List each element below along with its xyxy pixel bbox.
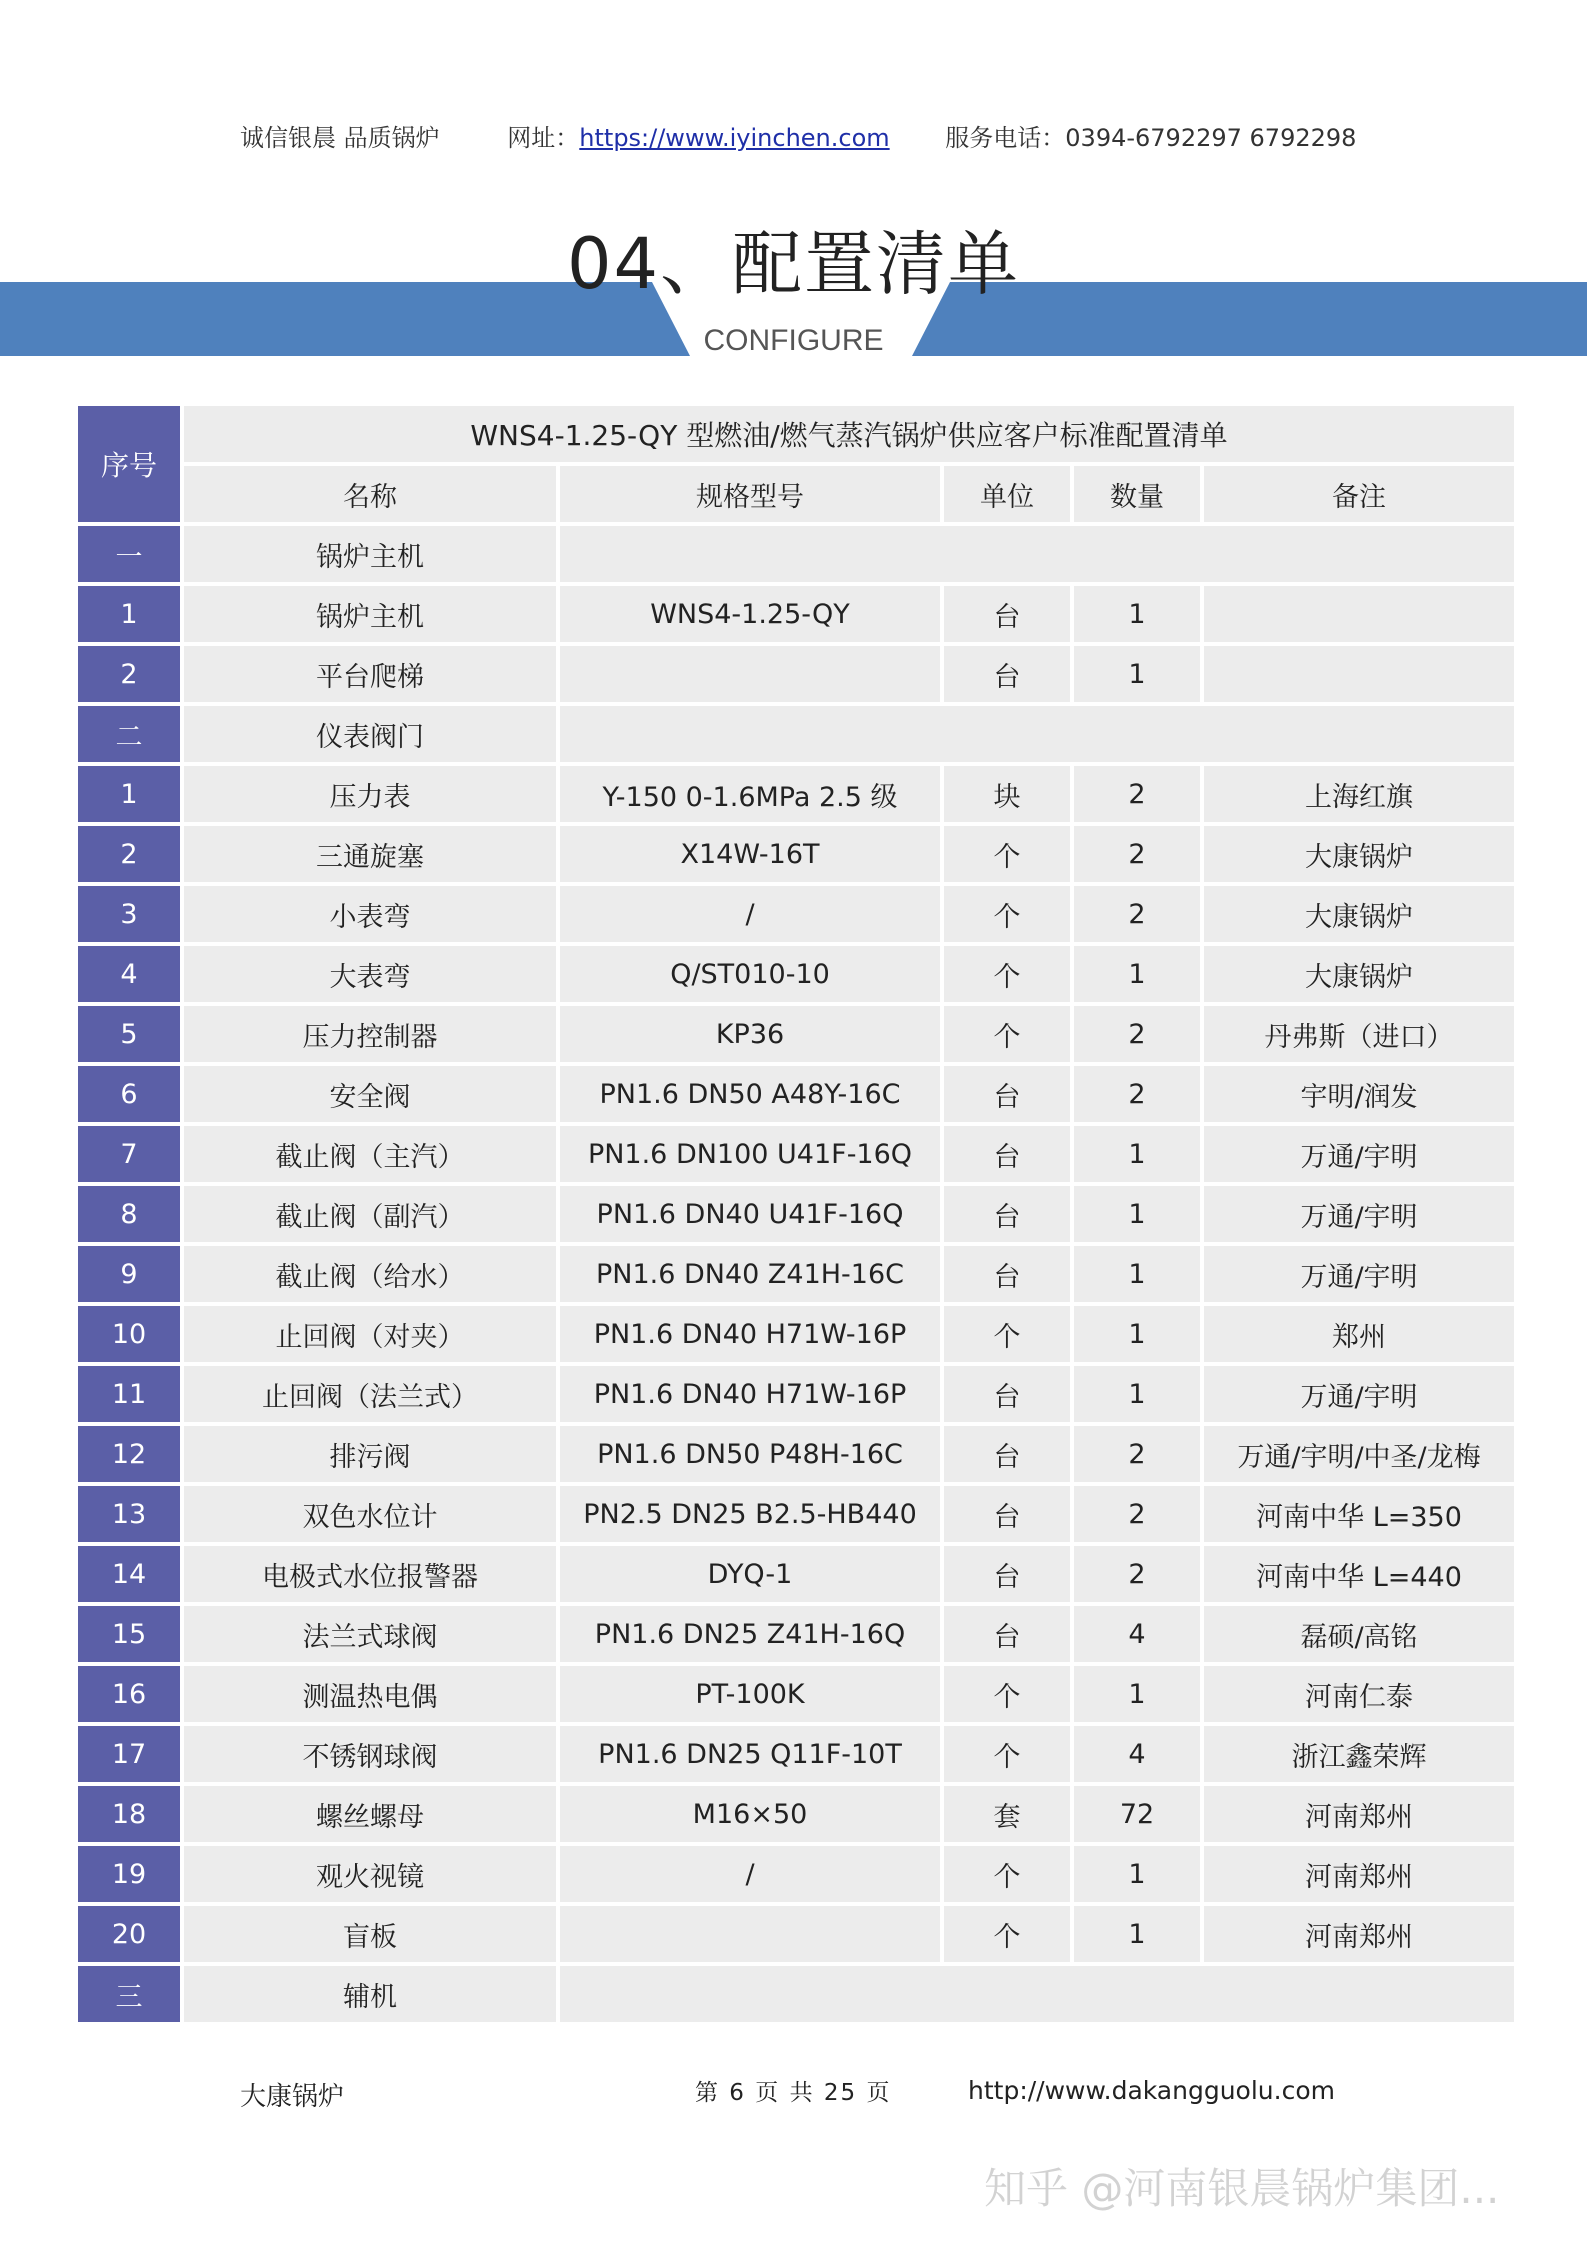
row-name: 截止阀（副汽）: [184, 1186, 556, 1242]
row-spec: PN1.6 DN25 Q11F-10T: [560, 1726, 940, 1782]
row-qty: 4: [1074, 1606, 1200, 1662]
row-seq: 9: [78, 1246, 180, 1302]
row-qty: 2: [1074, 886, 1200, 942]
column-header-row: [78, 466, 1514, 522]
row-spec: PN1.6 DN40 H71W-16P: [560, 1366, 940, 1422]
row-qty: 2: [1074, 766, 1200, 822]
row-spec: PT-100K: [560, 1666, 940, 1722]
row-seq: 13: [78, 1486, 180, 1542]
row-unit: 台: [944, 586, 1070, 642]
row-spec: PN1.6 DN50 A48Y-16C: [560, 1066, 940, 1122]
row-note: 河南郑州: [1204, 1906, 1514, 1962]
column-header-qty: 数量: [1074, 466, 1200, 522]
row-qty: 1: [1074, 1846, 1200, 1902]
row-seq: 20: [78, 1906, 180, 1962]
row-name: 仪表阀门: [184, 706, 556, 762]
row-qty: 1: [1074, 646, 1200, 702]
table-row: [78, 1306, 1514, 1362]
row-spec: /: [560, 886, 940, 942]
row-note: 河南仁泰: [1204, 1666, 1514, 1722]
row-note: 磊硕/高铭: [1204, 1606, 1514, 1662]
row-note: 河南中华 L=350: [1204, 1486, 1514, 1542]
row-note: 郑州: [1204, 1306, 1514, 1362]
row-note: 万通/宇明: [1204, 1246, 1514, 1302]
section-row: [78, 1966, 1514, 2022]
page-header: [240, 118, 1356, 153]
row-seq: 6: [78, 1066, 180, 1122]
section-row: [78, 526, 1514, 582]
row-note: 浙江鑫荣辉: [1204, 1726, 1514, 1782]
row-section-fill: [560, 526, 1514, 582]
footer-company: 大康锅炉: [240, 2082, 345, 2112]
row-note: 大康锅炉: [1204, 886, 1514, 942]
table-row: [78, 586, 1514, 642]
row-unit: 个: [944, 1846, 1070, 1902]
row-qty: 4: [1074, 1726, 1200, 1782]
row-note: 万通/宇明: [1204, 1186, 1514, 1242]
row-qty: 1: [1074, 1306, 1200, 1362]
row-seq: 2: [78, 646, 180, 702]
row-qty: 2: [1074, 1546, 1200, 1602]
row-qty: 1: [1074, 1126, 1200, 1182]
footer-page-number: 第 6 页 共 25 页: [695, 2080, 892, 2106]
row-qty: 1: [1074, 946, 1200, 1002]
row-unit: 台: [944, 1606, 1070, 1662]
table-row: [78, 1786, 1514, 1842]
row-name: 止回阀（对夹）: [184, 1306, 556, 1362]
row-qty: 2: [1074, 1066, 1200, 1122]
row-unit: 个: [944, 1006, 1070, 1062]
row-qty: 1: [1074, 1666, 1200, 1722]
row-note: 河南郑州: [1204, 1786, 1514, 1842]
header-slogan: 诚信银晨 品质锅炉: [240, 124, 440, 152]
row-seq: 8: [78, 1186, 180, 1242]
row-spec: [560, 1906, 940, 1962]
row-seq: 12: [78, 1426, 180, 1482]
row-spec: PN1.6 DN50 P48H-16C: [560, 1426, 940, 1482]
table-row: [78, 1486, 1514, 1542]
row-spec: PN1.6 DN40 U41F-16Q: [560, 1186, 940, 1242]
row-seq: 二: [78, 706, 180, 762]
row-qty: 1: [1074, 1246, 1200, 1302]
row-name: 螺丝螺母: [184, 1786, 556, 1842]
row-qty: 2: [1074, 1486, 1200, 1542]
row-seq: 18: [78, 1786, 180, 1842]
header-url-link[interactable]: https://www.iyinchen.com: [579, 124, 890, 152]
table-row: [78, 1246, 1514, 1302]
row-qty: 1: [1074, 1906, 1200, 1962]
row-unit: 台: [944, 1126, 1070, 1182]
row-note: 万通/宇明: [1204, 1126, 1514, 1182]
table-row: [78, 886, 1514, 942]
row-name: 截止阀（主汽）: [184, 1126, 556, 1182]
row-seq: 一: [78, 526, 180, 582]
row-note: 上海红旗: [1204, 766, 1514, 822]
row-spec: Y-150 0-1.6MPa 2.5 级: [560, 766, 940, 822]
page-subtitle: CONFIGURE: [703, 324, 884, 357]
row-note: 河南中华 L=440: [1204, 1546, 1514, 1602]
table-row: [78, 946, 1514, 1002]
row-spec: KP36: [560, 1006, 940, 1062]
table-row: [78, 646, 1514, 702]
header-phone: 服务电话：0394-6792297 6792298: [945, 124, 1357, 152]
row-qty: 1: [1074, 1186, 1200, 1242]
row-name: 压力表: [184, 766, 556, 822]
table-row: [78, 1426, 1514, 1482]
section-row: [78, 706, 1514, 762]
table-row: [78, 1066, 1514, 1122]
table-caption: WNS4-1.25-QY 型燃油/燃气蒸汽锅炉供应客户标准配置清单: [184, 406, 1514, 462]
row-name: 不锈钢球阀: [184, 1726, 556, 1782]
row-spec: PN1.6 DN25 Z41H-16Q: [560, 1606, 940, 1662]
row-unit: 个: [944, 1906, 1070, 1962]
row-unit: 个: [944, 946, 1070, 1002]
row-unit: 块: [944, 766, 1070, 822]
row-note: 万通/宇明: [1204, 1366, 1514, 1422]
row-name: 平台爬梯: [184, 646, 556, 702]
row-unit: 台: [944, 646, 1070, 702]
row-seq: 1: [78, 586, 180, 642]
table-row: [78, 1846, 1514, 1902]
table-row: [78, 1186, 1514, 1242]
row-spec: PN2.5 DN25 B2.5-HB440: [560, 1486, 940, 1542]
row-seq: 7: [78, 1126, 180, 1182]
row-seq: 4: [78, 946, 180, 1002]
table-row: [78, 1906, 1514, 1962]
row-name: 盲板: [184, 1906, 556, 1962]
row-qty: 1: [1074, 586, 1200, 642]
table-row: [78, 766, 1514, 822]
row-spec: PN1.6 DN40 H71W-16P: [560, 1306, 940, 1362]
column-header-name: 名称: [184, 466, 556, 522]
row-qty: 72: [1074, 1786, 1200, 1842]
header-url-label: 网址：: [507, 124, 580, 152]
row-seq: 16: [78, 1666, 180, 1722]
row-spec: /: [560, 1846, 940, 1902]
row-seq: 15: [78, 1606, 180, 1662]
row-note: 大康锅炉: [1204, 826, 1514, 882]
row-note: 河南郑州: [1204, 1846, 1514, 1902]
page-title: 04、配置清单: [566, 223, 1021, 305]
row-unit: 个: [944, 1726, 1070, 1782]
row-unit: 个: [944, 1306, 1070, 1362]
row-spec: WNS4-1.25-QY: [560, 586, 940, 642]
row-name: 三通旋塞: [184, 826, 556, 882]
row-seq: 2: [78, 826, 180, 882]
column-header-unit: 单位: [944, 466, 1070, 522]
row-unit: 个: [944, 1666, 1070, 1722]
row-qty: 2: [1074, 826, 1200, 882]
row-name: 压力控制器: [184, 1006, 556, 1062]
row-unit: 台: [944, 1186, 1070, 1242]
row-name: 截止阀（给水）: [184, 1246, 556, 1302]
table-row: [78, 1006, 1514, 1062]
row-name: 辅机: [184, 1966, 556, 2022]
row-note: 万通/宇明/中圣/龙梅: [1204, 1426, 1514, 1482]
row-spec: PN1.6 DN100 U41F-16Q: [560, 1126, 940, 1182]
row-name: 锅炉主机: [184, 526, 556, 582]
row-unit: 个: [944, 886, 1070, 942]
watermark: 知乎 @河南银晨锅炉集团...: [984, 2164, 1500, 2213]
row-qty: 2: [1074, 1006, 1200, 1062]
row-unit: 台: [944, 1246, 1070, 1302]
row-unit: 台: [944, 1366, 1070, 1422]
row-name: 锅炉主机: [184, 586, 556, 642]
table-row: [78, 1666, 1514, 1722]
row-spec: [560, 646, 940, 702]
row-unit: 个: [944, 826, 1070, 882]
row-note: 宇明/润发: [1204, 1066, 1514, 1122]
table-row: [78, 1126, 1514, 1182]
row-unit: 台: [944, 1066, 1070, 1122]
row-seq: 19: [78, 1846, 180, 1902]
footer-site[interactable]: http://www.dakangguolu.com: [968, 2076, 1335, 2105]
row-note: 丹弗斯（进口）: [1204, 1006, 1514, 1062]
row-name: 法兰式球阀: [184, 1606, 556, 1662]
row-name: 小表弯: [184, 886, 556, 942]
table-row: [78, 1606, 1514, 1662]
row-seq: 3: [78, 886, 180, 942]
row-note: 大康锅炉: [1204, 946, 1514, 1002]
row-qty: 2: [1074, 1426, 1200, 1482]
row-name: 双色水位计: [184, 1486, 556, 1542]
table-row: [78, 1366, 1514, 1422]
column-header-note: 备注: [1204, 466, 1514, 522]
row-spec: DYQ-1: [560, 1546, 940, 1602]
row-name: 安全阀: [184, 1066, 556, 1122]
row-section-fill: [560, 1966, 1514, 2022]
row-unit: 台: [944, 1426, 1070, 1482]
row-spec: M16×50: [560, 1786, 940, 1842]
table-row: [78, 826, 1514, 882]
row-note: [1204, 646, 1514, 702]
table-row: [78, 1546, 1514, 1602]
config-table: [74, 402, 1518, 2026]
row-unit: 台: [944, 1486, 1070, 1542]
row-section-fill: [560, 706, 1514, 762]
row-seq: 14: [78, 1546, 180, 1602]
row-unit: 套: [944, 1786, 1070, 1842]
table-row: [78, 1726, 1514, 1782]
config-table-body: [78, 526, 1514, 2022]
row-name: 观火视镜: [184, 1846, 556, 1902]
row-name: 止回阀（法兰式）: [184, 1366, 556, 1422]
row-name: 大表弯: [184, 946, 556, 1002]
row-spec: PN1.6 DN40 Z41H-16C: [560, 1246, 940, 1302]
row-seq: 11: [78, 1366, 180, 1422]
seq-header: 序号: [78, 406, 180, 522]
row-seq: 5: [78, 1006, 180, 1062]
column-header-spec: 规格型号: [560, 466, 940, 522]
row-seq: 三: [78, 1966, 180, 2022]
row-seq: 17: [78, 1726, 180, 1782]
row-name: 电极式水位报警器: [184, 1546, 556, 1602]
row-unit: 台: [944, 1546, 1070, 1602]
row-seq: 10: [78, 1306, 180, 1362]
row-seq: 1: [78, 766, 180, 822]
row-note: [1204, 586, 1514, 642]
row-spec: X14W-16T: [560, 826, 940, 882]
row-spec: Q/ST010-10: [560, 946, 940, 1002]
row-qty: 1: [1074, 1366, 1200, 1422]
row-name: 测温热电偶: [184, 1666, 556, 1722]
row-name: 排污阀: [184, 1426, 556, 1482]
